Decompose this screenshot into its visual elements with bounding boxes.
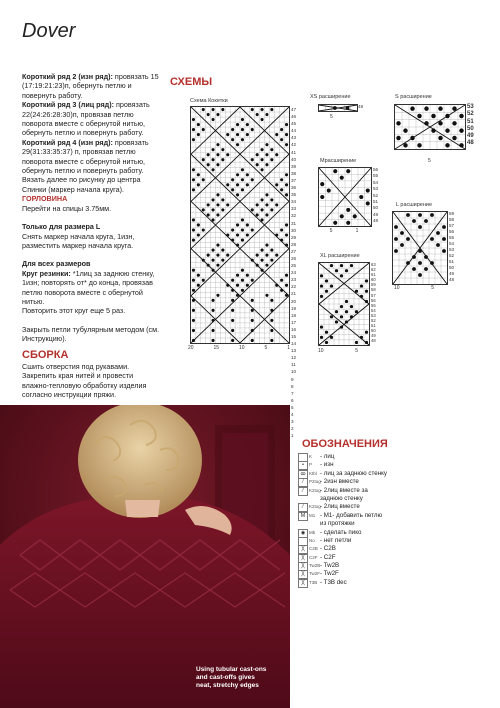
legend-text: - 2изн вместе xyxy=(320,478,359,486)
legend-heading: ОБОЗНАЧЕНИЯ xyxy=(302,438,388,450)
xl-chart-label: XL расширение xyxy=(320,253,360,259)
row-number: 52 xyxy=(373,192,379,198)
s-grid xyxy=(395,105,465,149)
repeat-text: Повторить этот круг еще 5 раз. xyxy=(22,306,126,316)
legend-symbol-icon: ╳ xyxy=(298,545,308,554)
legend-code: T3B xyxy=(309,579,318,585)
col-number: 1 xyxy=(287,345,290,351)
short-row-3: Короткий ряд 3 (лиц ряд): провязать 22(24:26:28:30)п, провязав петлю поворота вместе с обернутой нитью, обернуть петлю и повернуть работу. xyxy=(22,100,150,138)
size-l-heading: Только для размера L xyxy=(22,222,101,232)
row-number: 3 xyxy=(291,419,294,425)
row-number: 48 xyxy=(449,277,455,282)
s-col-numbers xyxy=(428,158,431,164)
legend-text: заднюю стенку xyxy=(320,494,363,502)
legend-code: Tw2F xyxy=(309,571,321,577)
row-number: 41 xyxy=(291,149,297,155)
row-number: 52 xyxy=(467,111,474,118)
row-number: 17 xyxy=(291,319,297,325)
row-number: 51 xyxy=(371,323,376,329)
row-number: 31 xyxy=(291,220,297,226)
row-number: 45 xyxy=(291,121,297,127)
row-number: 33 xyxy=(291,206,297,212)
legend-symbol-icon: M xyxy=(298,512,308,521)
l-row-numbers xyxy=(449,211,454,283)
row-number: 50 xyxy=(371,328,376,334)
col-number: 5 xyxy=(355,348,358,354)
row-number: 26 xyxy=(291,255,297,261)
row-number: 34 xyxy=(291,199,297,205)
row-number: 42 xyxy=(291,142,297,148)
legend-text: - T3B dec xyxy=(320,578,347,586)
model-photo xyxy=(0,405,290,708)
row-number: 39 xyxy=(291,163,297,169)
row-number: 19 xyxy=(291,305,297,311)
size-l-text: Снять маркер начала круга, 1изн, разместить маркер начала круга. xyxy=(22,231,135,250)
row-number: 16 xyxy=(291,326,297,332)
legend-symbol-icon: ⁄ xyxy=(298,487,308,496)
row-number: 54 xyxy=(449,241,455,246)
legend-code: P xyxy=(309,462,313,468)
model-photo-illustration xyxy=(0,405,290,708)
row-number: 53 xyxy=(467,104,474,110)
row-number: 13 xyxy=(291,348,297,354)
row-number: 36 xyxy=(291,185,297,191)
legend-text: из протяжки xyxy=(320,520,355,528)
l-col-numbers xyxy=(394,285,434,291)
row-number: 18 xyxy=(291,312,297,318)
row-number: 49 xyxy=(467,133,474,140)
row-number: 48 xyxy=(467,140,474,147)
xl-chart xyxy=(318,262,370,346)
row-number: 7 xyxy=(291,390,294,396)
m-chart-label: Mрасширение xyxy=(320,158,357,164)
row-number: 4 xyxy=(291,412,294,418)
legend-symbol-icon: ╳ xyxy=(298,579,308,588)
row-number: 2 xyxy=(291,426,294,432)
row-number: 55 xyxy=(371,302,376,308)
legend-code: No xyxy=(309,537,315,543)
xl-row-numbers xyxy=(371,262,376,344)
row-number: 24 xyxy=(291,270,297,276)
row-number: 27 xyxy=(291,248,297,254)
xl-grid xyxy=(319,263,369,345)
s-row-numbers xyxy=(467,104,474,148)
row-number: 58 xyxy=(371,287,376,293)
photo-caption: Using tubular cast-ons and cast-offs gives neat, stretchy edges xyxy=(196,666,267,689)
row-number: 5 xyxy=(291,404,294,410)
rib-round: Круг резинки: *1лиц за заднюю стенку, 1изн; повторять от* до конца, провязав петлю поворота вместе с обернутой нитью. xyxy=(22,268,155,306)
row-number: 50 xyxy=(373,205,379,211)
xl-col-numbers xyxy=(318,348,358,354)
row-number: 35 xyxy=(291,192,297,198)
row-number: 48 xyxy=(358,104,364,109)
row-number: 15 xyxy=(291,334,297,339)
row-number: 62 xyxy=(371,267,376,273)
row-number: 55 xyxy=(449,235,455,240)
xs-col-numbers xyxy=(330,114,333,120)
legend-text: - 2лиц вместе за xyxy=(320,486,368,494)
legend-symbol-icon: ⁄ xyxy=(298,478,308,487)
legend-text: - C2F xyxy=(320,553,336,561)
legend-symbol-icon: ╳ xyxy=(298,554,308,563)
row-number: 23 xyxy=(291,277,297,283)
legend-code: P2tog xyxy=(309,479,321,485)
legend-code: K xyxy=(309,454,313,459)
m-row-numbers xyxy=(373,167,378,225)
col-number: 5 xyxy=(264,345,268,351)
m-col-numbers xyxy=(318,228,370,234)
row-number: 51 xyxy=(373,199,379,205)
assembly-text: Сшить отверстия под рукавами. Закрепить края нитей и провести влажно-тепловую обработку изделия согласно инструкции пряжи. xyxy=(22,361,147,400)
row-number: 50 xyxy=(449,265,455,270)
row-number: 28 xyxy=(291,241,297,247)
legend-code: Tw2B xyxy=(309,563,321,569)
legend-code: M1 xyxy=(309,512,316,518)
row-number: 48 xyxy=(373,218,379,224)
row-number: 53 xyxy=(371,312,376,318)
row-number: 12 xyxy=(291,355,297,361)
yoke-col-numbers xyxy=(188,345,290,351)
row-number: 51 xyxy=(449,259,455,264)
row-number: 47 xyxy=(291,107,297,112)
col-number: 5 xyxy=(330,114,333,120)
col-number: 20 xyxy=(188,345,194,351)
legend-symbol-icon: ◉ xyxy=(298,529,308,538)
legend-text: - лиц за заднюю стенку xyxy=(320,469,387,477)
row-number: 50 xyxy=(467,125,474,132)
row-number: 1 xyxy=(291,433,294,439)
instructions-column xyxy=(22,72,162,400)
row-number: 60 xyxy=(371,277,376,283)
row-number: 54 xyxy=(373,179,379,185)
schemes-heading: СХЕМЫ xyxy=(170,76,213,88)
row-number: 43 xyxy=(291,135,297,141)
col-number: 15 xyxy=(213,345,220,351)
row-number: 25 xyxy=(291,263,297,269)
legend-code: K2tog xyxy=(309,487,321,493)
row-number: 58 xyxy=(449,217,455,222)
row-number: 56 xyxy=(373,167,379,172)
row-number: 44 xyxy=(291,128,297,134)
row-number: 56 xyxy=(449,229,455,234)
row-number: 51 xyxy=(467,118,474,125)
row-number: 32 xyxy=(291,213,297,219)
legend-text: - лиц xyxy=(320,453,335,460)
neckline-text: Перейти на спицы 3.75мм. xyxy=(22,203,112,213)
xs-grid xyxy=(319,105,357,111)
row-number: 52 xyxy=(449,253,455,258)
yoke-chart xyxy=(190,106,290,344)
legend-code: C2F xyxy=(309,554,318,560)
legend-symbol-icon: ╳ xyxy=(298,570,308,579)
row-number: 11 xyxy=(291,362,296,368)
row-number: 40 xyxy=(291,156,297,162)
bind-off-text: Закрыть петли тубулярным методом (см. Инструкцию). xyxy=(22,324,160,344)
row-number: 38 xyxy=(291,170,297,176)
row-number: 46 xyxy=(291,114,297,120)
assembly-heading: СБОРКА xyxy=(22,348,69,361)
row-number: 63 xyxy=(371,262,376,267)
col-number: 5 xyxy=(431,285,434,291)
row-number: 48 xyxy=(371,338,376,344)
legend-code: C2B xyxy=(309,546,318,552)
col-number: 10 xyxy=(239,345,245,351)
legend-text: - Tw2F xyxy=(320,570,339,578)
row-number: 9 xyxy=(291,376,294,382)
row-number: 57 xyxy=(371,292,376,298)
legend-text: - изн xyxy=(320,461,334,469)
s-chart-label: S расширение xyxy=(395,94,432,100)
yoke-chart-label: Схема Кокетки xyxy=(190,98,228,104)
row-number: 29 xyxy=(291,234,297,240)
all-sizes-heading: Для всех размеров xyxy=(22,259,91,269)
row-number: 61 xyxy=(371,272,376,278)
row-number: 57 xyxy=(449,223,455,228)
legend-text: - M1- добавить петлю xyxy=(320,511,383,519)
row-number: 14 xyxy=(291,341,297,347)
col-number: 10 xyxy=(318,348,324,354)
yoke-row-numbers xyxy=(291,106,296,439)
xs-chart-label: XS расширение xyxy=(310,94,351,100)
row-number: 8 xyxy=(291,383,294,389)
xs-row-numbers xyxy=(358,103,363,110)
short-row-4: Короткий ряд 4 (изн ряд): провязать 29(31:33:35:37) п, провязав петлю поворота вместе с обернутой нитью, обернуть петлю и повернуть работу. Вязать далее по рисунку до центра Спинки (маркер начала круга). xyxy=(22,137,149,194)
row-number: 56 xyxy=(371,297,376,303)
neckline-heading: ГОРЛОВИНА xyxy=(22,194,68,204)
row-number: 37 xyxy=(291,177,297,183)
legend-symbol-icon: ⁄ xyxy=(298,503,308,512)
row-number: 22 xyxy=(291,284,297,290)
row-number: 21 xyxy=(291,291,297,297)
row-number: 59 xyxy=(449,211,455,216)
col-number: 10 xyxy=(394,285,400,291)
row-number: 53 xyxy=(449,247,455,252)
row-number: 49 xyxy=(373,211,379,217)
legend-text: - Tw2B xyxy=(320,562,340,570)
col-number: 5 xyxy=(428,158,431,164)
legend-text: - нет петли xyxy=(320,536,352,544)
row-number: 54 xyxy=(371,307,376,313)
row-number: 53 xyxy=(373,186,379,192)
row-number: 49 xyxy=(449,271,455,276)
legend-text: - C2B xyxy=(320,545,336,553)
legend-symbol-icon: ╳ xyxy=(298,562,308,571)
row-number: 52 xyxy=(371,318,376,324)
legend-symbol-icon: • xyxy=(298,461,308,470)
row-number: 10 xyxy=(291,369,297,375)
row-number: 55 xyxy=(373,173,379,179)
row-number: 30 xyxy=(291,227,297,233)
row-number: 49 xyxy=(371,333,376,339)
short-row-2: Короткий ряд 2 (изн ряд): провязать 15 (17:19:21:23)п, обернуть петлю и повернуть работу. xyxy=(22,72,159,100)
row-number: 6 xyxy=(291,397,294,403)
legend-code: Ktbl xyxy=(309,470,317,476)
m-grid xyxy=(319,168,371,226)
col-number: 5 xyxy=(329,228,333,234)
legend-code: K2tog xyxy=(309,504,321,510)
l-chart-label: L расширение xyxy=(396,202,433,208)
yoke-grid xyxy=(191,107,289,343)
pattern-title: Dover xyxy=(22,20,76,42)
legend-symbol-icon: ꝏ xyxy=(298,470,308,479)
l-chart xyxy=(392,211,448,285)
legend-code: Mb xyxy=(309,529,316,535)
col-number: 1 xyxy=(355,228,359,234)
legend-text: - сделать пико xyxy=(320,528,362,536)
row-number: 20 xyxy=(291,298,297,304)
lch-grid xyxy=(393,212,447,284)
row-number: 59 xyxy=(371,282,376,288)
s-chart xyxy=(394,104,466,150)
m-chart xyxy=(318,167,372,227)
xs-chart xyxy=(318,104,358,112)
legend-text: - 2лиц вместе xyxy=(320,503,360,511)
